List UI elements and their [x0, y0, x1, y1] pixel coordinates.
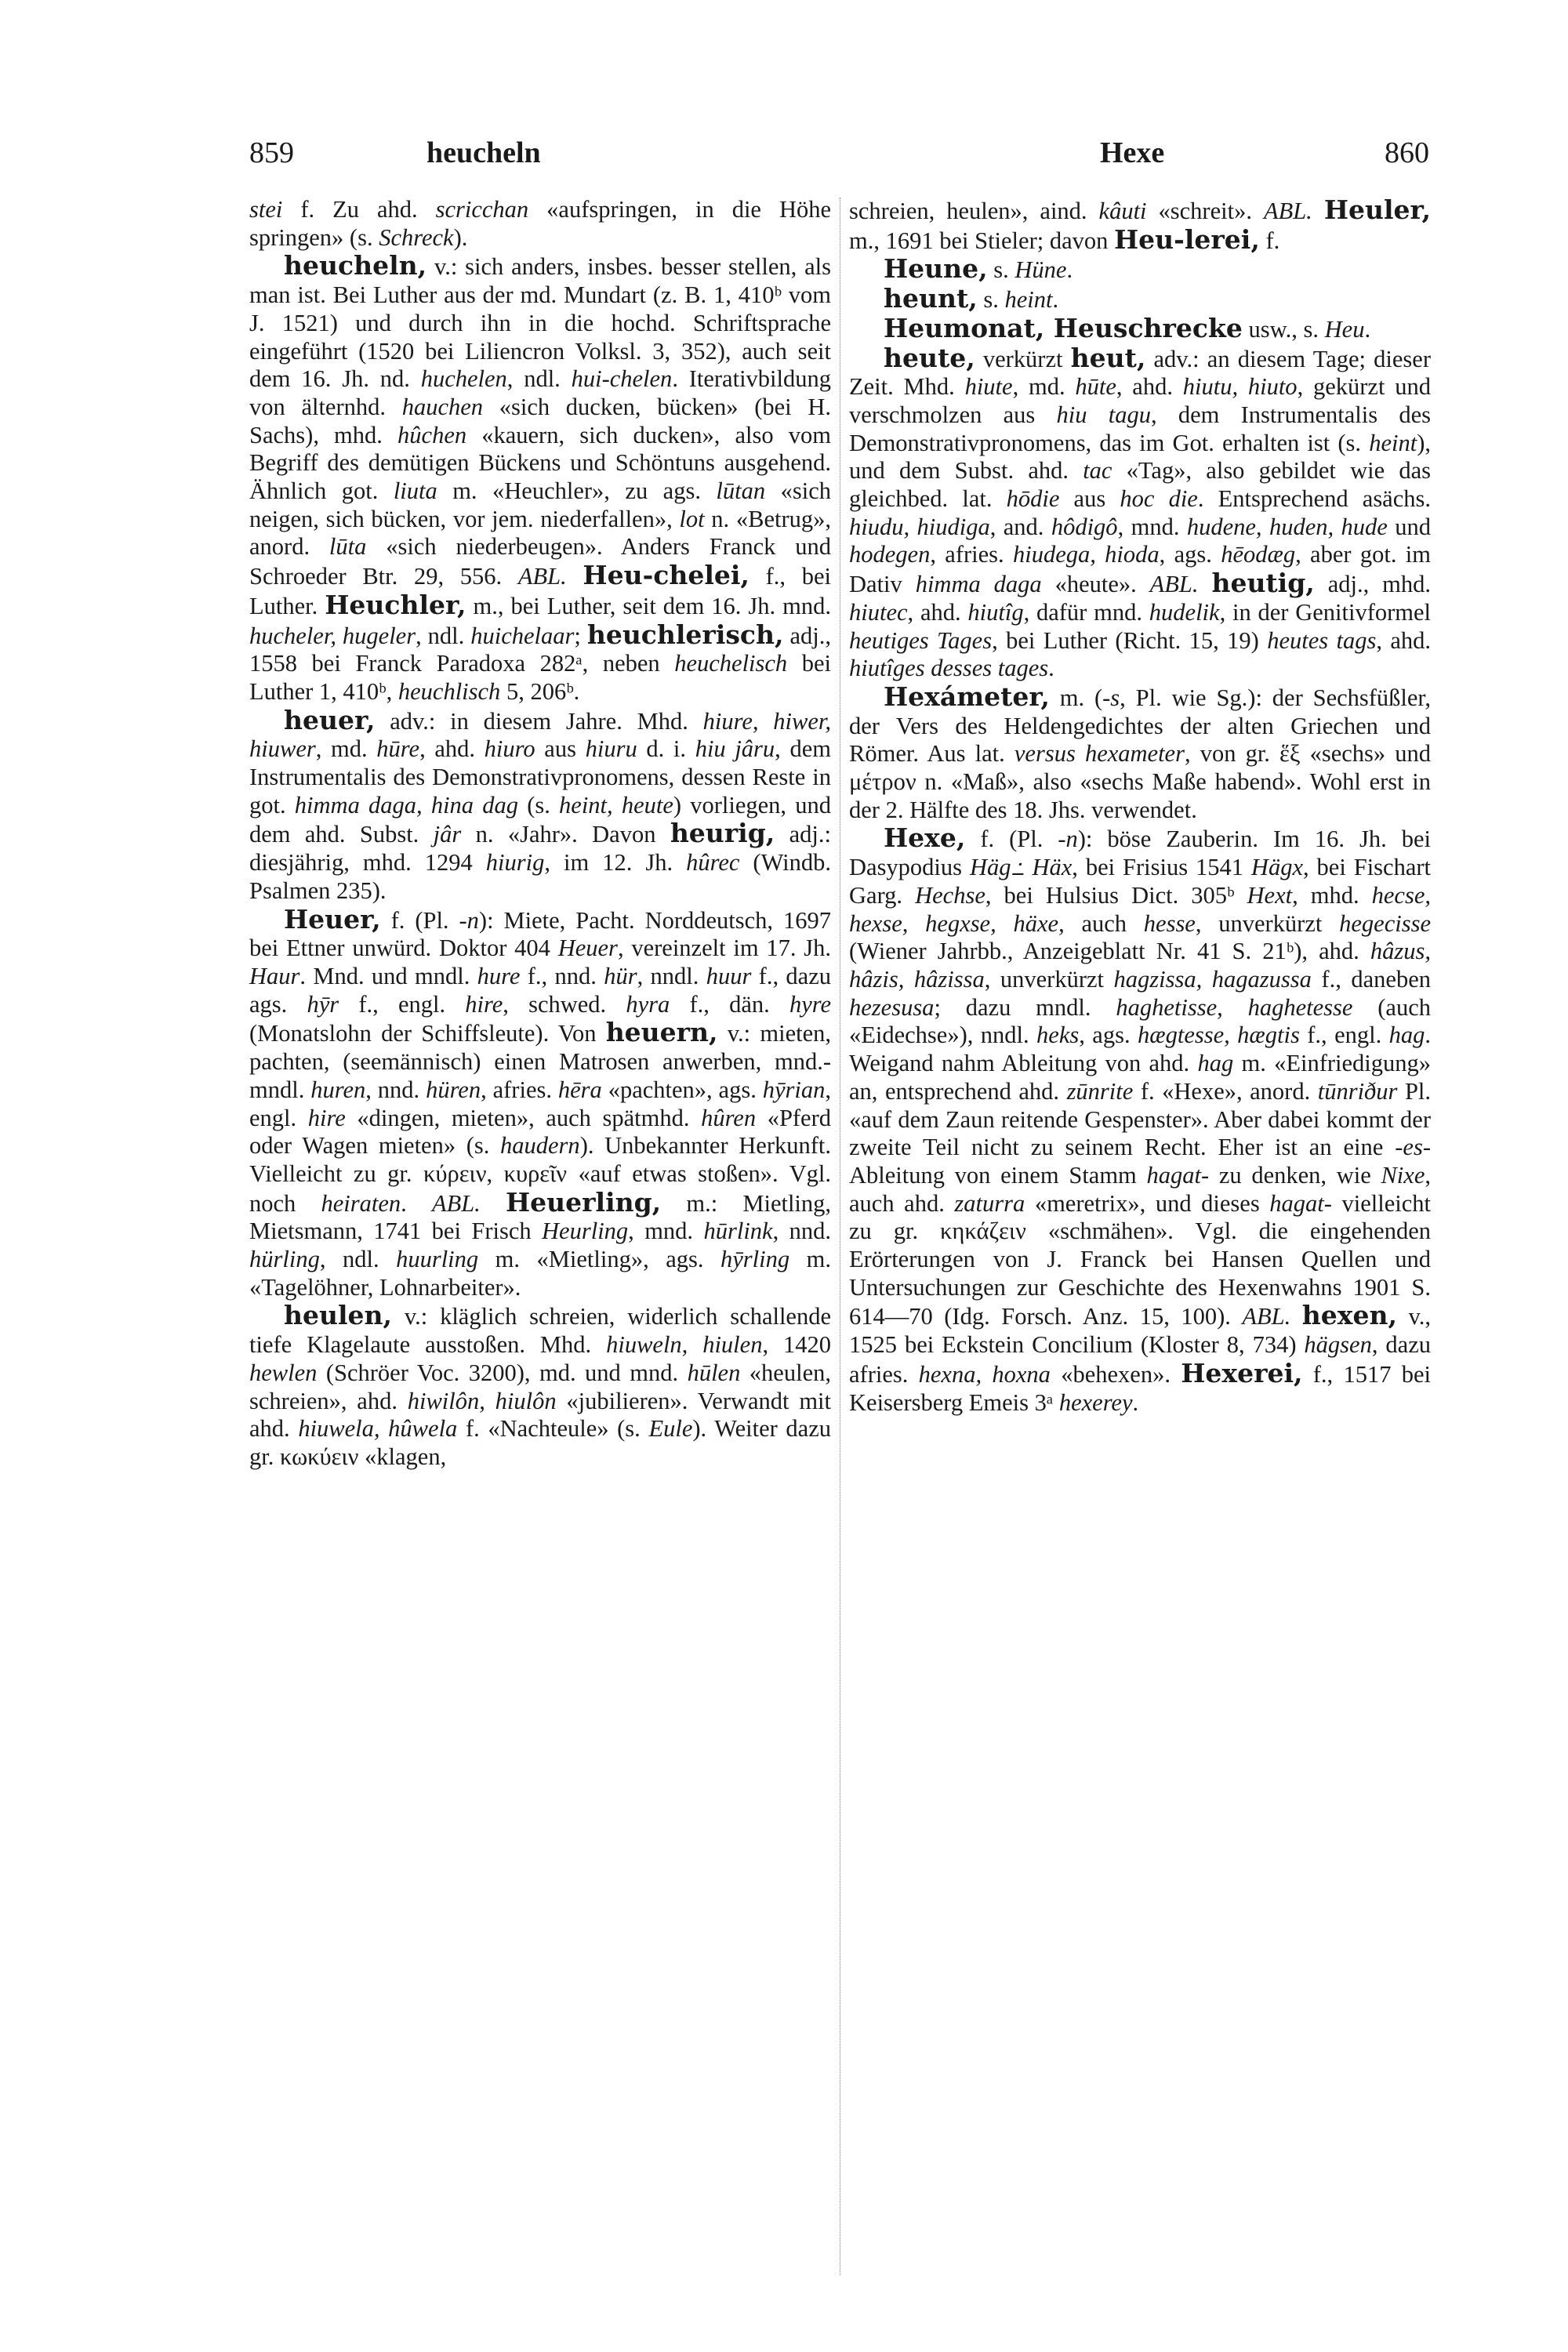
italic-form: hagzissa, hagazussa — [1113, 965, 1312, 993]
dictionary-entry — [849, 196, 1431, 255]
entry-text: «aufspringen, in die Höhe springen» (s. — [249, 196, 832, 251]
italic-form: hegecisse — [1339, 909, 1431, 937]
dictionary-entry — [249, 196, 831, 252]
italic-form: stei — [249, 196, 283, 223]
italic-form: zaturra — [954, 1189, 1025, 1217]
entry-text: «sich neigen, sich bücken, vor jem. niederfallen», — [249, 477, 831, 532]
entry-text: . — [1364, 315, 1371, 343]
headword: heucheln, — [284, 250, 427, 281]
entry-text: , auch — [1058, 909, 1144, 937]
italic-form: heutes tags — [1267, 626, 1377, 654]
italic-form: hiutec — [849, 598, 908, 626]
entry-text: v.: sich anders, insbes. besser stellen, als man ist. Bei Luther aus der md. Mundart (z. B. 1, 410ᵇ vom J. 1521) und durch ihn in die hochd. Schriftsprache eingeführt (1520 bei Liliencron Volksl. 3, 352), auch seit dem 16. Jh. nd. — [249, 253, 831, 393]
entry-text: , ahd. — [419, 735, 485, 763]
entry-text: v.: mieten, pachten, (seemännisch) einen Matrosen anwerben, mnd.-mndl. — [249, 1020, 831, 1103]
entry-text: n. «Jahr». Davon — [461, 821, 670, 848]
entry-text: f., daneben — [1311, 965, 1431, 993]
entry-text: m. «Tagelöhner, Lohnarbeiter». — [249, 1246, 831, 1301]
entry-text: , ahd. — [907, 598, 968, 626]
entry-text: f. (Pl. — [380, 906, 459, 934]
entry-text: «Pferd oder Wagen mieten» (s. — [249, 1104, 832, 1160]
italic-form: hyra — [626, 990, 670, 1018]
entry-text: , bei Frisius 1541 — [1072, 854, 1251, 881]
entry-text: adj.: diesjährig, mhd. 1294 — [249, 821, 831, 877]
entry-text: «jubilieren». Verwandt mit ahd. — [249, 1387, 831, 1443]
entry-text: schreien, heulen», aind. — [849, 198, 1099, 224]
entry-text: ) vorliegen, und dem ahd. Subst. — [249, 791, 831, 848]
entry-text: . — [401, 1189, 432, 1217]
italic-form: hægtesse, hægtis — [1138, 1022, 1300, 1049]
italic-form: hucheler, hugeler — [249, 622, 416, 649]
entry-text: , ahd. — [1116, 373, 1183, 401]
italic-form: Schreck — [379, 223, 454, 251]
italic-form: hag — [1388, 1022, 1425, 1049]
headword: heulen, — [284, 1300, 392, 1331]
italic-form: hiudega, hioda — [1012, 541, 1160, 568]
headword: heunt, — [884, 283, 978, 314]
headword: Hexe, — [884, 822, 966, 854]
italic-form: hȳrling — [720, 1246, 790, 1273]
entry-text: «schreit». — [1146, 198, 1264, 224]
entry-text: . — [1132, 1388, 1139, 1416]
entry-text: f., dän. — [670, 990, 789, 1018]
entry-text: , md. — [315, 735, 377, 763]
page-header — [249, 129, 1429, 176]
headword: Heu-chelei, — [583, 560, 750, 591]
entry-text: , and. — [989, 513, 1051, 540]
headword: Heu-lerei, — [1114, 223, 1260, 255]
entry-text: , ags. — [1159, 541, 1221, 568]
entry-text: -Ableitung von einem Stamm — [849, 1134, 1431, 1189]
italic-form: ABL. — [1242, 1303, 1291, 1330]
italic-form: hēra — [557, 1076, 602, 1103]
italic-form: lūtan — [716, 477, 766, 505]
entry-text: , nndl. — [637, 962, 706, 989]
dictionary-entry — [249, 903, 832, 1302]
italic-form: hudene, huden, hude — [1186, 513, 1388, 540]
entry-text: . — [1052, 286, 1059, 314]
entry-text: (Windb. Psalmen 235). — [249, 849, 831, 904]
dictionary-entry — [249, 706, 831, 906]
italic-form: hiu jâru — [695, 735, 775, 763]
headword: Heuler, — [1323, 194, 1431, 225]
entry-text: ). Weiter dazu gr. κωκύειν «klagen, — [249, 1415, 832, 1470]
entry-text: , aber got. im Dativ — [849, 541, 1431, 598]
entry-text — [1199, 571, 1212, 597]
entry-text: ): böse Zauberin. Im 16. Jh. bei Dasypodius — [849, 826, 1432, 881]
running-head-left: heucheln — [426, 136, 541, 169]
italic-form: hürling — [249, 1246, 320, 1273]
italic-form: hôdigô — [1051, 513, 1118, 540]
entry-text: . Iterativbildung von älternhd. — [249, 365, 831, 420]
italic-form: hiutîges desses tages — [849, 655, 1049, 682]
entry-text: ; — [574, 622, 587, 649]
italic-form: Hechse — [915, 881, 985, 909]
entry-text: f., bei Luther. — [249, 563, 832, 619]
page-number-right: 860 — [1385, 136, 1429, 169]
entry-text: , ndl. — [319, 1246, 397, 1273]
entry-text: «Tag», also gebildet wie das gleichbed. lat. — [849, 457, 1432, 513]
entry-text: , mhd. — [1292, 881, 1372, 909]
headword: Heune, — [884, 253, 988, 285]
entry-text: , unverkürzt — [984, 965, 1114, 993]
italic-form: Häg߸ Häx — [969, 854, 1073, 881]
italic-form: versus hexameter — [1014, 740, 1185, 768]
italic-form: haudern — [500, 1132, 580, 1160]
entry-text: , vereinzelt im 17. Jh. — [617, 935, 832, 962]
entry-text: vielleicht zu gr. κηκάζειν «schmähen». Vgl. die eingehenden Erörterungen von J. Franck bei Hansen Quellen und Untersuchungen zur Geschichte des Hexenwahns 1901 S. 614—70 (Idg. Forsch. Anz. 15, 100). — [849, 1189, 1431, 1330]
entry-text: , gekürzt und verschmolzen aus — [849, 373, 1431, 428]
entry-text: , mnd. — [1117, 513, 1187, 540]
italic-form: ABL. — [517, 563, 567, 590]
entry-text: m. «Heuchler», zu ags. — [437, 477, 717, 505]
italic-form: hezesusa — [849, 993, 935, 1021]
entry-text: ): Miete, Pacht. Norddeutsch, 1697 bei Ettner unwürd. Doktor 404 — [249, 906, 831, 962]
italic-form: Heu — [1324, 315, 1365, 343]
entry-text: , ndl. — [506, 365, 572, 393]
italic-form: hire — [465, 990, 503, 1018]
italic-form: heint, heute — [559, 791, 673, 818]
italic-form: hiute — [964, 373, 1013, 401]
entry-text: «heute». — [1041, 571, 1150, 598]
entry-text: ). — [453, 223, 468, 251]
entry-text: usw., s. — [1242, 315, 1325, 343]
italic-form: hiutu, hiuto — [1182, 373, 1298, 401]
headword: heuer, — [284, 704, 376, 735]
entry-text: f. Zu ahd. — [282, 196, 436, 223]
italic-form: Heurling — [542, 1218, 629, 1245]
italic-form: lot — [679, 505, 705, 532]
italic-form: hiuweln, hiulen — [606, 1331, 763, 1359]
italic-form: hûren — [701, 1104, 757, 1131]
entry-text: . Entsprechend asächs. — [1197, 485, 1432, 513]
headword: Hexerei, — [1181, 1357, 1303, 1388]
italic-form: huren — [310, 1076, 366, 1103]
italic-form: heint — [1004, 286, 1053, 314]
dictionary-entry — [249, 1301, 831, 1471]
italic-form: huurling — [396, 1246, 479, 1273]
italic-form: hag — [1197, 1050, 1234, 1077]
headword: heut, — [1070, 342, 1146, 373]
italic-form: huichelaar — [470, 622, 575, 649]
italic-form: hiuwela, hûwela — [298, 1415, 458, 1443]
entry-text: v.: kläglich schreien, widerlich schallende tiefe Klagelaute ausstoßen. Mhd. — [249, 1303, 831, 1359]
entry-text: bei Luther 1, 410ᵇ, — [249, 650, 831, 705]
entry-text: , bei Hulsius Dict. 305ᵇ — [985, 881, 1247, 909]
entry-text: , Pl. wie Sg.): der Sechsfüßler, der Vers des Heldengedichtes der alten Griechen und Römer. Aus lat. — [849, 684, 1431, 768]
entry-text: aus — [535, 735, 586, 763]
running-head-right: Hexe — [1100, 136, 1165, 169]
italic-form: hūte — [1075, 373, 1116, 401]
italic-form: es — [1403, 1134, 1423, 1161]
entry-text: m. «Mietling», ags. — [478, 1246, 721, 1273]
italic-form: -n — [459, 906, 479, 934]
entry-text: f., dazu ags. — [249, 962, 831, 1018]
italic-form: hudelik — [1149, 598, 1220, 626]
italic-form: himma daga, hina dag — [294, 791, 518, 818]
italic-form: hauchen — [401, 393, 484, 420]
italic-form: heint — [1369, 429, 1417, 456]
entry-text: (auch «Eidechse»), nndl. — [849, 993, 1432, 1049]
entry-text: ). Unbekannter Herkunft. Vielleicht zu gr. κύρειν, κυρεῖν «auf etwas stoßen». Vgl. noch — [249, 1132, 831, 1217]
headword: Heuchler, — [325, 589, 466, 620]
italic-form: liuta — [393, 477, 437, 505]
entry-text: m. «Einfriedigung» an, entsprechend ahd. — [849, 1050, 1431, 1105]
italic-form: lūta — [328, 533, 367, 561]
italic-form: hȳr — [307, 990, 339, 1018]
italic-form: hägsen — [1304, 1331, 1372, 1359]
italic-form: kâuti — [1098, 198, 1147, 224]
italic-form: Heuer — [557, 935, 618, 962]
entry-text: , afries. — [930, 541, 1013, 568]
entry-text: zu denken, wie — [1209, 1161, 1381, 1189]
entry-text: «heulen, schreien», ahd. — [249, 1359, 831, 1414]
italic-form: himma daga — [915, 571, 1042, 598]
entry-text: adj., 1558 bei Franck Paradoxa 282ᵃ, neben — [249, 622, 831, 677]
italic-form: Hägx — [1250, 854, 1303, 881]
italic-form: hûchen — [397, 421, 467, 448]
entry-text: adv.: in diesem Jahre. Mhd. — [375, 707, 703, 735]
entry-text: , afries. — [481, 1076, 558, 1103]
headword: heutig, — [1211, 568, 1315, 599]
italic-form: hiure, hiwer, hiuwer — [249, 707, 831, 763]
entry-text: m., bei Luther, seit dem 16. Jh. mnd. — [466, 592, 831, 619]
italic-form: zūnrite — [1066, 1077, 1134, 1105]
italic-form: Haur — [249, 962, 300, 989]
entry-text: , ndl. — [416, 622, 471, 649]
entry-text: , dem Instrumentalis des Demonstrativpronomens, das im Got. erhalten ist (s. — [849, 401, 1432, 456]
italic-form: ABL. — [1263, 198, 1312, 224]
italic-form: hiuru — [585, 735, 637, 763]
dictionary-entry — [849, 824, 1431, 1417]
entry-text: (Monatslohn der Schiffsleute). Von — [249, 1020, 606, 1047]
dictionary-entry — [849, 285, 1431, 314]
italic-form: hōdie — [1006, 485, 1060, 513]
italic-form: Nixe — [1381, 1161, 1425, 1189]
entry-text: f., engl. — [339, 990, 466, 1018]
entry-text: f. «Hexe», anord. — [1133, 1077, 1318, 1105]
italic-form: hiutîg — [967, 598, 1024, 626]
entry-text: d. i. — [637, 735, 695, 763]
entry-text: , unverkürzt — [1195, 909, 1340, 937]
italic-form: Hüne — [1014, 256, 1067, 284]
italic-form: hiu tagu — [1056, 401, 1151, 428]
left-column — [249, 196, 831, 1472]
italic-form: hagat- — [1269, 1189, 1332, 1217]
entry-text: «pachten», ags. — [601, 1076, 763, 1103]
italic-form: hiwilôn, hiulôn — [407, 1387, 557, 1414]
entry-text: s. — [977, 286, 1005, 314]
entry-text: f. (Pl. — [965, 826, 1058, 853]
entry-text: (Schröer Voc. 3200), md. und mnd. — [317, 1359, 688, 1386]
entry-text: Pl. «auf dem Zaun reitende Gespenster». Aber dabei kommt der zweite Teil nicht zu seinem Recht. Eher ist an eine - — [849, 1077, 1432, 1161]
italic-form: hiurig — [485, 849, 545, 877]
right-column — [849, 196, 1431, 1417]
italic-form: hȳrian — [762, 1076, 826, 1103]
italic-form: hoc die — [1120, 485, 1198, 513]
dictionary-entry — [849, 255, 1431, 285]
headword: heute, — [884, 342, 975, 373]
italic-form: hyre — [789, 990, 831, 1018]
entry-text — [1312, 198, 1324, 224]
entry-text — [567, 563, 583, 590]
entry-text: «sich niederbeugen». Anders Franck und Schroeder Btr. 29, 556. — [249, 533, 831, 590]
entry-text: f. «Nachteule» (s. — [457, 1415, 649, 1443]
entry-text: und — [1387, 513, 1432, 540]
dictionary-entry — [849, 344, 1431, 683]
italic-form: jâr — [433, 821, 462, 848]
italic-form: hagat- — [1146, 1161, 1210, 1189]
italic-form: hodegen — [849, 541, 931, 568]
entry-text: , mnd. — [628, 1218, 704, 1245]
entry-text: (Wiener Jahrbb., Anzeigeblatt Nr. 41 S. 21ᵇ), ahd. — [849, 938, 1370, 965]
entry-text: m. (- — [1049, 684, 1111, 711]
headword: heurig, — [670, 818, 775, 849]
entry-text: m., 1691 bei Stieler; davon — [849, 227, 1114, 254]
italic-form: hūrlink — [703, 1218, 773, 1245]
italic-form: hexna, hoxna — [918, 1360, 1051, 1388]
headword: hexen, — [1301, 1300, 1397, 1331]
italic-form: Eule — [648, 1415, 693, 1443]
entry-text: , auch ahd. — [849, 1161, 1431, 1217]
entry-text: , bei Luther (Richt. 15, 19) — [992, 626, 1268, 654]
headword: heuern, — [605, 1017, 718, 1048]
entry-text: . Weigand nahm Ableitung von ahd. — [849, 1022, 1432, 1077]
entry-text: «sich ducken, bücken» (bei H. Sachs), mhd. — [249, 393, 831, 448]
entry-text: «behexen». — [1050, 1360, 1181, 1388]
entry-text — [1290, 1303, 1302, 1330]
italic-form: ABL. — [431, 1189, 481, 1217]
headword: Hexámeter, — [884, 681, 1050, 712]
entry-text: , engl. — [249, 1076, 832, 1131]
italic-form: tūnriður — [1317, 1077, 1398, 1105]
italic-form: hüren — [426, 1076, 481, 1103]
entry-text: , md. — [1012, 373, 1076, 401]
dictionary-entry — [849, 314, 1431, 344]
italic-form: hexerey — [1058, 1388, 1133, 1416]
italic-form: hui-chelen — [571, 365, 673, 393]
italic-form: hûrec — [686, 849, 740, 877]
entry-text: «meretrix», und dieses — [1025, 1189, 1270, 1217]
italic-form: huur — [706, 962, 752, 989]
entry-text: , ags. — [1079, 1022, 1138, 1049]
italic-form: hâzus, hâzis, hâzissa — [849, 938, 1431, 993]
italic-form: huchelen — [420, 365, 507, 393]
entry-text: s. — [987, 256, 1015, 284]
entry-text: n. «Betrug», anord. — [249, 505, 831, 561]
entry-text: , bei Fischart Garg. — [849, 854, 1431, 909]
italic-form: hūlen — [687, 1359, 741, 1386]
entry-text: f., engl. — [1299, 1022, 1389, 1049]
italic-form: hecse, hexse, hegxse, häxe — [849, 881, 1431, 937]
italic-form: haghetisse, haghetesse — [1116, 993, 1353, 1021]
italic-form: hēodæg — [1221, 541, 1296, 568]
italic-form: hiudu, hiudiga — [849, 513, 990, 540]
entry-text: (s. — [518, 791, 560, 818]
italic-form: tac — [1083, 457, 1112, 485]
entry-text: . Mnd. und mndl. — [299, 962, 477, 989]
italic-form: hür — [604, 962, 637, 989]
entry-text: f., 1517 bei Keisersberg Emeis 3ᵃ — [849, 1360, 1431, 1416]
entry-text: , dem Instrumentalis des Demonstrativpronomens, dessen Reste in got. — [249, 735, 831, 818]
italic-form: heutiges Tages — [849, 626, 993, 654]
italic-form: scricchan — [435, 196, 529, 223]
entry-text: , 1420 — [762, 1331, 831, 1359]
italic-form: heuchelisch — [674, 650, 788, 677]
entry-text: adv.: an diesem Tage; dieser Zeit. Mhd. — [849, 345, 1431, 401]
entry-text: «kauern, sich ducken», also vom Begriff des demütigen Bückens und Schöntuns ausgehend. Ähnlich got. — [249, 421, 831, 505]
entry-text: v., 1525 bei Eckstein Concilium (Kloster 8, 734) — [849, 1303, 1431, 1359]
entry-text: f. — [1259, 227, 1280, 254]
italic-form: Hext — [1247, 881, 1293, 909]
entry-text: , nnd. — [772, 1218, 832, 1245]
entry-text: , von gr. ἕξ «sechs» und μέτρον n. «Maß», also «sechs Maße habend». Wohl erst in der 2. Hälfte des 18. Jhs. verwendet. — [849, 740, 1432, 823]
italic-form: -n — [1058, 826, 1078, 853]
entry-text: , ahd. — [1376, 626, 1431, 654]
page-number-left: 859 — [249, 136, 294, 169]
headword: Heuerling, — [505, 1186, 662, 1218]
entry-text: ; dazu mndl. — [934, 993, 1116, 1021]
entry-text: , dazu afries. — [849, 1331, 1431, 1388]
italic-form: hiuro — [484, 735, 535, 763]
italic-form: heiraten — [321, 1189, 401, 1217]
entry-text: . — [1066, 256, 1073, 284]
entry-text: , in der Genitivformel — [1219, 598, 1432, 626]
entry-text: , im 12. Jh. — [544, 849, 687, 877]
entry-text: verkürzt — [975, 345, 1071, 372]
entry-text — [481, 1190, 506, 1217]
headword: heuchlerisch, — [586, 619, 784, 650]
dictionary-entry — [249, 252, 831, 706]
italic-form: heks — [1036, 1022, 1080, 1049]
italic-form: hewlen — [249, 1359, 318, 1386]
entry-text: 5, 206ᵇ. — [500, 677, 580, 705]
entry-text: . — [1048, 655, 1054, 682]
entry-text: adj., mhd. — [1314, 571, 1431, 598]
italic-form: hure — [477, 962, 521, 989]
italic-form: hūre — [376, 735, 420, 763]
headword: Heumonat, Heuschrecke — [884, 312, 1243, 343]
entry-text: f., nnd. — [520, 962, 604, 989]
italic-form: s — [1110, 684, 1120, 711]
italic-form: hesse — [1143, 909, 1196, 937]
entry-text: «dingen, mieten», auch spätmhd. — [345, 1104, 702, 1131]
entry-text: m.: Mietling, Mietsmann, 1741 bei Frisch — [249, 1189, 832, 1245]
entry-text: ), und dem Subst. ahd. — [849, 429, 1431, 485]
entry-text: , nnd. — [365, 1076, 426, 1103]
entry-text: , schwed. — [503, 990, 626, 1018]
italic-form: heuchlisch — [397, 677, 501, 705]
italic-form: hire — [307, 1104, 346, 1131]
headword: Heuer, — [284, 903, 381, 935]
italic-form: ABL. — [1149, 571, 1199, 598]
entry-text: , dafür mnd. — [1023, 598, 1149, 626]
dictionary-entry — [849, 683, 1431, 825]
entry-text: aus — [1059, 485, 1120, 513]
